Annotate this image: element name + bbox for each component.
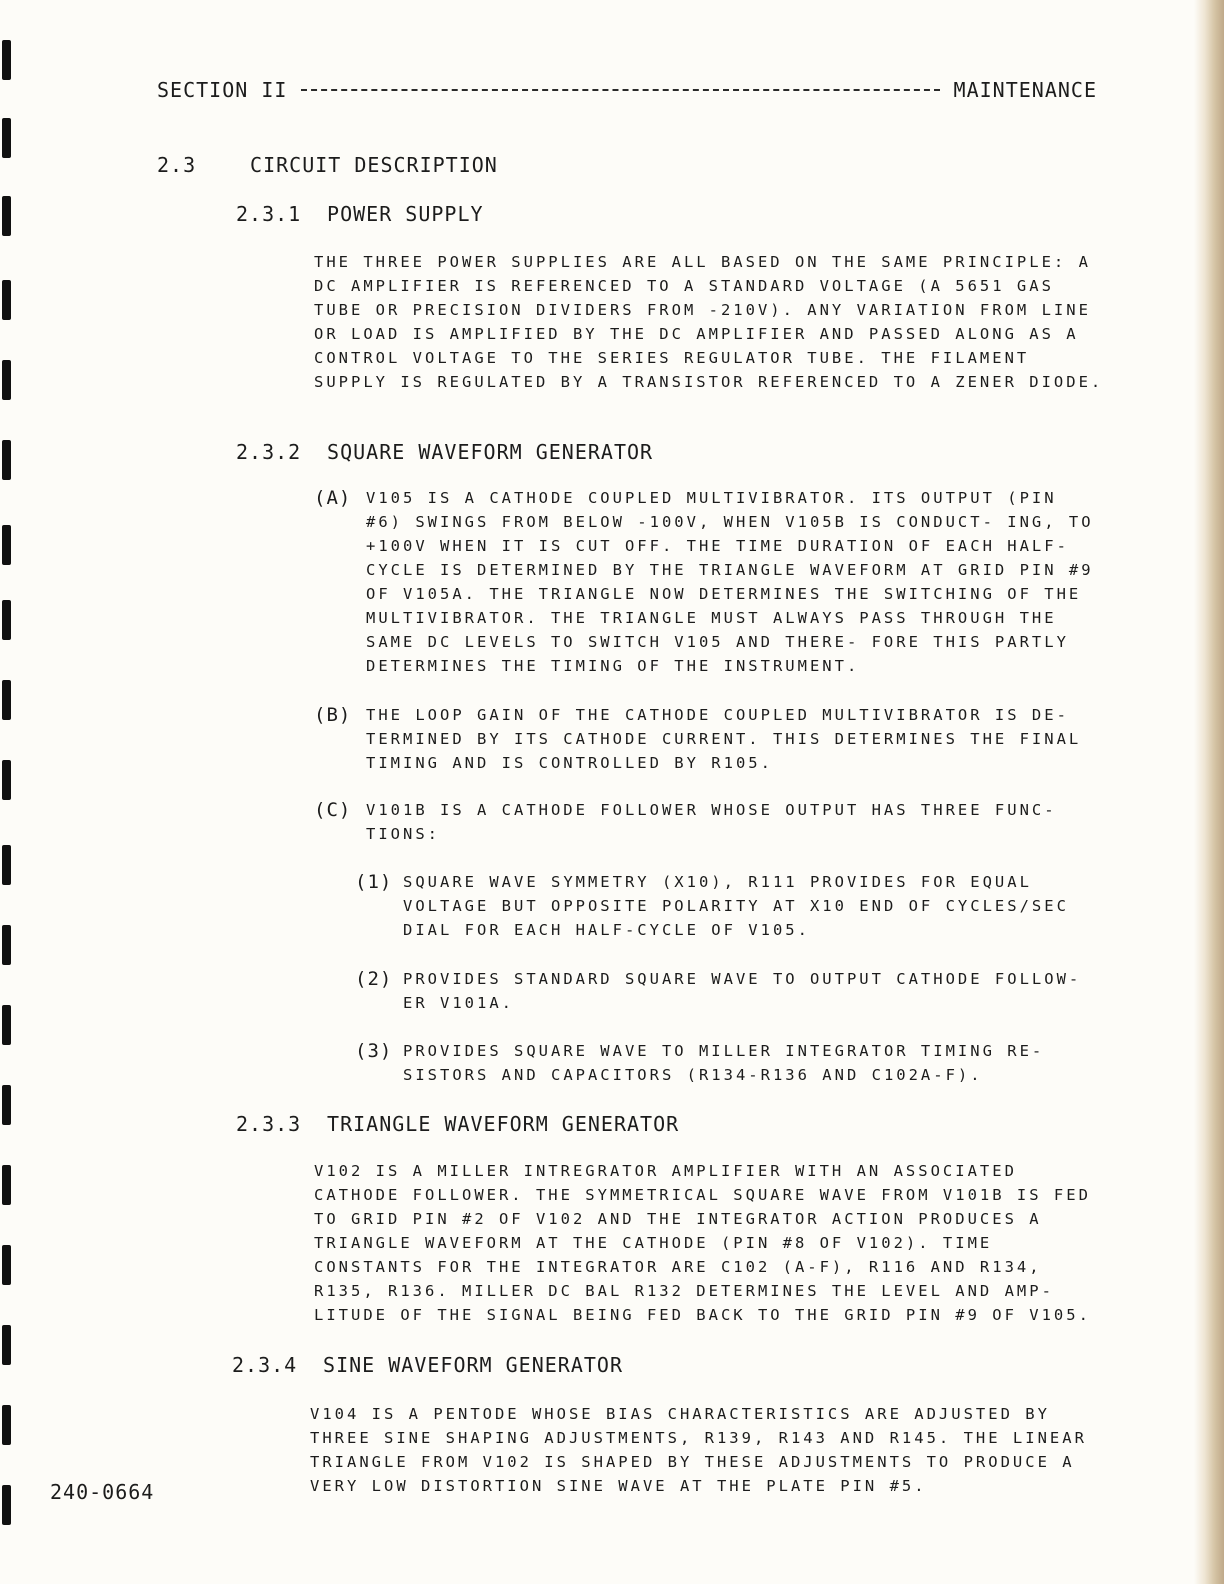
sub-list-item — [355, 870, 1105, 942]
binder-hole — [2, 760, 11, 800]
sub-list-item-label: (2) — [355, 968, 393, 990]
header-dash-rule — [301, 89, 939, 91]
binder-hole — [2, 40, 11, 80]
subsection-title: SQUARE WAVEFORM GENERATOR — [327, 440, 654, 464]
binder-hole — [2, 600, 11, 640]
subsection-number: 2.3.1 — [236, 202, 302, 226]
page-edge-shadow — [1194, 0, 1224, 1584]
sub-list-item — [355, 967, 1105, 1015]
list-item-label: (B) — [314, 704, 352, 726]
binder-hole — [2, 360, 11, 400]
section-title: CIRCUIT DESCRIPTION — [250, 153, 498, 177]
section-number: 2.3 — [157, 153, 197, 177]
subsection-number: 2.3.2 — [236, 440, 302, 464]
binder-hole — [2, 280, 11, 320]
header-maintenance: MAINTENANCE — [953, 78, 1097, 102]
binder-hole — [2, 1005, 11, 1045]
binder-hole — [2, 680, 11, 720]
list-item-text: THE LOOP GAIN OF THE CATHODE COUPLED MULTIVIBRATOR IS DE- TERMINED BY ITS CATHODE CURRENT. THIS DETERMINES THE FINAL TIMING AND IS CONTROLLED BY R105. — [366, 706, 1082, 772]
subsection-title: SINE WAVEFORM GENERATOR — [323, 1353, 623, 1377]
binder-hole — [2, 1325, 11, 1365]
sub-list-item-label: (3) — [355, 1040, 393, 1062]
binder-hole — [2, 845, 11, 885]
binder-hole — [2, 196, 11, 236]
sub-list-item — [355, 1039, 1105, 1087]
subsection-number: 2.3.3 — [236, 1112, 302, 1136]
binder-hole — [2, 1085, 11, 1125]
list-item — [314, 798, 1104, 846]
binder-hole — [2, 925, 11, 965]
list-item-label: (C) — [314, 799, 352, 821]
page-header — [157, 78, 1097, 102]
subsection-title: TRIANGLE WAVEFORM GENERATOR — [327, 1112, 680, 1136]
sub-list-item-text: PROVIDES STANDARD SQUARE WAVE TO OUTPUT CATHODE FOLLOW- ER V101A. — [403, 970, 1082, 1012]
sub-list-item-text: SQUARE WAVE SYMMETRY (X10), R111 PROVIDES FOR EQUAL VOLTAGE BUT OPPOSITE POLARITY AT X10 END OF CYCLES/SEC DIAL FOR EACH HALF-CYCLE OF V105. — [403, 873, 1069, 939]
triangle-generator-paragraph: V102 IS A MILLER INTREGRATOR AMPLIFIER WITH AN ASSOCIATED CATHODE FOLLOWER. THE SYMMETRICAL SQUARE WAVE FROM V101B IS FED TO GRID PIN #2 OF V102 AND THE INTEGRATOR ACTION PRODUCES A TRIANGLE WAVEFORM AT THE CATHODE (PIN #8 OF V102). TIME CONSTANTS FOR THE INTEGRATOR ARE C102 (A-F), R116 AND R134, R135, R136. MILLER DC BAL R132 DETERMINES THE LEVEL AND AMP- LITUDE OF THE SIGNAL BEING FED BACK TO THE GRID PIN #9 OF V105. — [314, 1162, 1091, 1324]
binder-hole — [2, 118, 11, 158]
list-item-text: V101B IS A CATHODE FOLLOWER WHOSE OUTPUT HAS THREE FUNC- TIONS: — [366, 801, 1057, 843]
subsection-heading — [236, 440, 653, 464]
header-section: SECTION II — [157, 78, 288, 102]
document-number: 240-0664 — [50, 1480, 155, 1504]
binder-hole — [2, 440, 11, 480]
binder-hole — [2, 1245, 11, 1285]
list-item — [314, 486, 1104, 678]
binder-hole — [2, 1485, 11, 1525]
list-item — [314, 703, 1104, 775]
binder-hole — [2, 1165, 11, 1205]
subsection-heading — [236, 202, 484, 226]
power-supply-paragraph: THE THREE POWER SUPPLIES ARE ALL BASED ON THE SAME PRINCIPLE: A DC AMPLIFIER IS REFERENCED TO A STANDARD VOLTAGE (A 5651 GAS TUBE OR PRECISION DIVIDERS FROM -210V). ANY VARIATION FROM LINE OR LOAD IS AMPLIFIED BY THE DC AMPLIFIER AND PASSED ALONG AS A CONTROL VOLTAGE TO THE SERIES REGULATOR TUBE. THE FILAMENT SUPPLY IS REGULATED BY A TRANSISTOR REFERENCED TO A ZENER DIODE. — [314, 253, 1104, 391]
section-heading — [157, 153, 498, 177]
subsection-number: 2.3.4 — [232, 1353, 298, 1377]
list-item-label: (A) — [314, 487, 352, 509]
subsection-heading — [236, 1112, 679, 1136]
sub-list-item-label: (1) — [355, 871, 393, 893]
sine-generator-paragraph: V104 IS A PENTODE WHOSE BIAS CHARACTERISTICS ARE ADJUSTED BY THREE SINE SHAPING ADJUSTMENTS, R139, R143 AND R145. THE LINEAR TRIANGLE FROM V102 IS SHAPED BY THESE ADJUSTMENTS TO PRODUCE A VERY LOW DISTORTION SINE WAVE AT THE PLATE PIN #5. — [310, 1405, 1087, 1495]
subsection-title: POWER SUPPLY — [327, 202, 484, 226]
binder-hole — [2, 1405, 11, 1445]
binder-hole — [2, 525, 11, 565]
list-item-text: V105 IS A CATHODE COUPLED MULTIVIBRATOR. ITS OUTPUT (PIN #6) SWINGS FROM BELOW -100V, WHEN V105B IS CONDUCT- ING, TO +100V WHEN IT IS CUT OFF. THE TIME DURATION OF EACH HALF-CYCLE IS DETERMINED BY THE TRIANGLE WAVEFORM AT GRID PIN #9 OF V105A. THE TRIANGLE NOW DETERMINES THE SWITCHING OF THE MULTIVIBRATOR. THE TRIANGLE MUST ALWAYS PASS THROUGH THE SAME DC LEVELS TO SWITCH V105 AND THERE- FORE THIS PARTLY DETERMINES THE TIMING OF THE INSTRUMENT. — [366, 489, 1094, 675]
subsection-heading — [232, 1353, 623, 1377]
sub-list-item-text: PROVIDES SQUARE WAVE TO MILLER INTEGRATOR TIMING RE- SISTORS AND CAPACITORS (R134-R136 AND C102A-F). — [403, 1042, 1045, 1084]
